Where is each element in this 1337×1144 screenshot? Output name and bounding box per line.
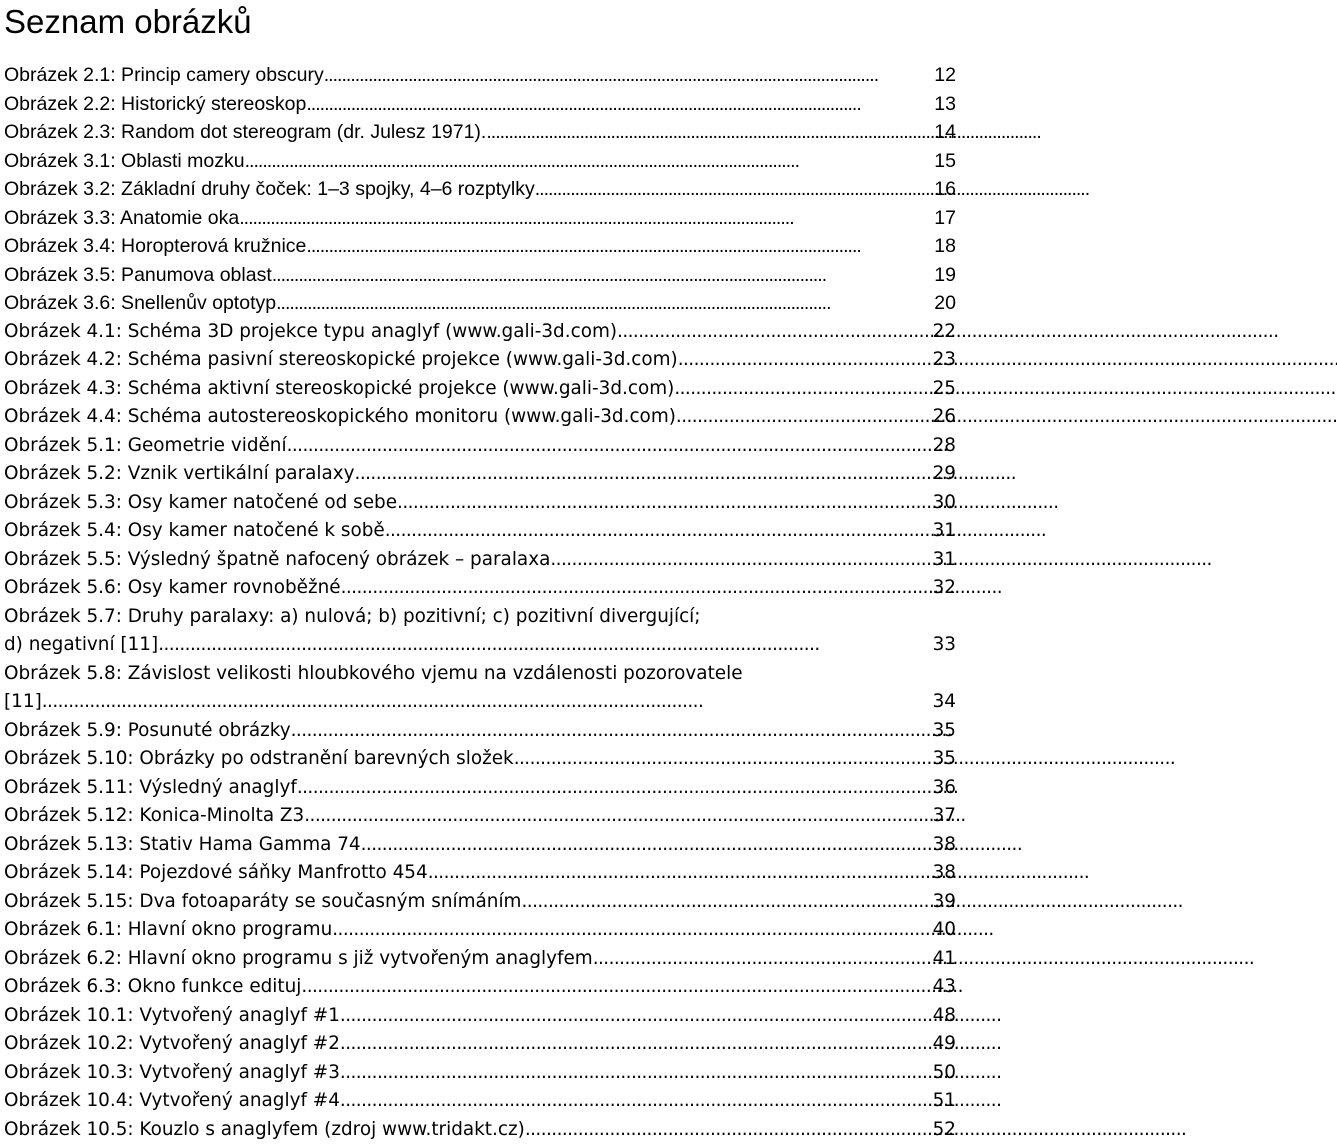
dot-leader <box>486 118 930 147</box>
toc-entry-row <box>4 546 956 575</box>
toc-entry-title: Obrázek 2.3: Random dot stereogram (dr. Julesz 1971). <box>4 118 486 147</box>
dot-leader <box>535 175 931 204</box>
toc-entry-title: Obrázek 10.3: Vytvořený anaglyf #3 <box>4 1059 340 1088</box>
dot-leader <box>340 1059 929 1088</box>
dot-leader <box>428 859 929 888</box>
toc-entry-title: Obrázek 4.2: Schéma pasivní stereoskopické projekce (www.gali-3d.com) <box>4 346 678 375</box>
dot-leader <box>550 546 928 575</box>
toc-entry[interactable] <box>4 859 956 888</box>
dot-leader <box>361 831 929 860</box>
toc-entry-row <box>4 318 956 347</box>
toc-entry-page-number: 30 <box>929 489 956 518</box>
toc-entry-row <box>4 631 956 660</box>
toc-entry-title: Obrázek 2.1: Princip camery obscury <box>4 61 324 90</box>
toc-entry-row <box>4 1059 956 1088</box>
toc-entry-page-number: 49 <box>929 1030 956 1059</box>
toc-entry-row <box>4 375 956 404</box>
dot-leader <box>385 517 929 546</box>
toc-entry-row <box>4 460 956 489</box>
toc-entry-row <box>4 90 956 119</box>
toc-entry-page-number: 41 <box>929 945 956 974</box>
toc-entry-row <box>4 346 956 375</box>
toc-entry-row <box>4 802 956 831</box>
toc-entry-title: Obrázek 5.11: Výsledný anaglyf <box>4 774 297 803</box>
toc-entry-title: Obrázek 3.5: Panumova oblast <box>4 261 272 290</box>
toc-entry-title: Obrázek 5.12: Konica-Minolta Z3 <box>4 802 304 831</box>
toc-entry-page-number: 28 <box>929 432 956 461</box>
toc-entry-page-number: 29 <box>929 460 956 489</box>
toc-entry-row <box>4 973 956 1002</box>
toc-entry[interactable] <box>4 745 956 774</box>
toc-entry[interactable] <box>4 1030 956 1059</box>
toc-entry-page-number: 22 <box>929 318 956 347</box>
toc-entry[interactable] <box>4 660 956 717</box>
toc-entry-title: Obrázek 6.3: Okno funkce edituj <box>4 973 301 1002</box>
toc-entry-title: Obrázek 6.2: Hlavní okno programu s již vytvořeným anaglyfem <box>4 945 593 974</box>
toc-entry[interactable] <box>4 1087 956 1116</box>
dot-leader <box>340 1030 929 1059</box>
toc-entry-page-number: 15 <box>930 147 956 176</box>
toc-entry-page-number: 12 <box>930 61 956 90</box>
dot-leader <box>42 688 929 717</box>
toc-entry-row <box>4 432 956 461</box>
toc-entry-title: Obrázek 4.1: Schéma 3D projekce typu anaglyf (www.gali-3d.com) <box>4 318 617 347</box>
toc-entry-row <box>4 688 956 717</box>
toc-entry[interactable] <box>4 403 956 432</box>
toc-entry-row <box>4 204 956 233</box>
toc-entry-row <box>4 1116 956 1144</box>
toc-entry[interactable] <box>4 204 956 233</box>
dot-leader <box>239 204 930 233</box>
dot-leader <box>355 460 929 489</box>
dot-leader <box>276 289 930 318</box>
dot-leader <box>332 916 928 945</box>
toc-entry[interactable] <box>4 517 956 546</box>
toc-entry-page-number: 32 <box>929 574 956 603</box>
toc-entry[interactable] <box>4 346 956 375</box>
toc-entry[interactable] <box>4 603 956 660</box>
toc-entry[interactable] <box>4 61 956 90</box>
toc-entry-page-number: 43 <box>929 973 956 1002</box>
toc-entry[interactable] <box>4 973 956 1002</box>
toc-entry-text-line: Obrázek 5.8: Závislost velikosti hloubkového vjemu na vzdálenosti pozorovatele <box>4 660 956 689</box>
toc-entry-page-number: 20 <box>930 289 956 318</box>
toc-entry-row <box>4 61 956 90</box>
toc-entry-title: Obrázek 10.1: Vytvořený anaglyf #1 <box>4 1002 340 1031</box>
toc-entry-page-number: 36 <box>929 774 956 803</box>
dot-leader <box>297 774 929 803</box>
toc-entry[interactable] <box>4 916 956 945</box>
toc-entry-row <box>4 717 956 746</box>
toc-entry-page-number: 23 <box>929 346 956 375</box>
dot-leader <box>678 346 929 375</box>
toc-entry-page-number: 40 <box>929 916 956 945</box>
toc-entry-row <box>4 489 956 518</box>
toc-entry-row <box>4 574 956 603</box>
toc-entry[interactable] <box>4 289 956 318</box>
figure-list <box>4 61 956 1144</box>
toc-entry-page-number: 37 <box>929 802 956 831</box>
toc-entry[interactable] <box>4 118 956 147</box>
toc-entry[interactable] <box>4 232 956 261</box>
toc-entry-row <box>4 1030 956 1059</box>
dot-leader <box>674 375 928 404</box>
toc-entry[interactable] <box>4 717 956 746</box>
toc-entry[interactable] <box>4 546 956 575</box>
toc-entry-title: Obrázek 10.5: Kouzlo s anaglyfem (zdroj www.tridakt.cz) <box>4 1116 525 1144</box>
toc-entry-page-number: 51 <box>929 1087 956 1116</box>
toc-entry-title: Obrázek 5.15: Dva fotoaparáty se současným snímáním <box>4 888 521 917</box>
toc-entry[interactable] <box>4 261 956 290</box>
toc-entry[interactable] <box>4 460 956 489</box>
toc-entry[interactable] <box>4 774 956 803</box>
toc-entry-title: Obrázek 5.14: Pojezdové sáňky Manfrotto 454 <box>4 859 428 888</box>
toc-entry[interactable] <box>4 888 956 917</box>
dot-leader <box>514 745 929 774</box>
toc-entry-page-number: 34 <box>929 688 956 717</box>
dot-leader <box>340 1002 929 1031</box>
dot-leader <box>340 1087 929 1116</box>
dot-leader <box>245 147 931 176</box>
toc-entry-row <box>4 517 956 546</box>
dot-leader <box>306 232 930 261</box>
toc-entry[interactable] <box>4 318 956 347</box>
toc-entry[interactable] <box>4 375 956 404</box>
toc-entry[interactable] <box>4 489 956 518</box>
toc-entry-title: Obrázek 10.2: Vytvořený anaglyf #2 <box>4 1030 340 1059</box>
toc-entry-title: Obrázek 5.2: Vznik vertikální paralaxy <box>4 460 355 489</box>
toc-entry-page-number: 39 <box>929 888 956 917</box>
dot-leader <box>593 945 929 974</box>
toc-entry-row <box>4 403 956 432</box>
toc-entry-page-number: 38 <box>929 859 956 888</box>
toc-entry-row <box>4 916 956 945</box>
toc-entry-row <box>4 888 956 917</box>
dot-leader <box>521 888 928 917</box>
dot-leader <box>397 489 929 518</box>
toc-entry-page-number: 18 <box>930 232 956 261</box>
toc-entry-title: Obrázek 5.5: Výsledný špatně nafocený obrázek – paralaxa <box>4 546 550 575</box>
toc-entry-title: Obrázek 4.3: Schéma aktivní stereoskopické projekce (www.gali-3d.com) <box>4 375 674 404</box>
toc-entry[interactable] <box>4 432 956 461</box>
toc-entry-title: d) negativní [11] <box>4 631 158 660</box>
dot-leader <box>676 403 929 432</box>
toc-entry-title: Obrázek 5.6: Osy kamer rovnoběžné <box>4 574 341 603</box>
document-page <box>4 0 956 1144</box>
toc-entry-row <box>4 289 956 318</box>
toc-entry-page-number: 17 <box>930 204 956 233</box>
toc-entry-page-number: 33 <box>929 631 956 660</box>
toc-entry-page-number: 26 <box>929 403 956 432</box>
toc-entry-page-number: 35 <box>929 717 956 746</box>
toc-entry-row <box>4 175 956 204</box>
toc-entry-title: Obrázek 5.10: Obrázky po odstranění barevných složek <box>4 745 514 774</box>
toc-entry-row <box>4 745 956 774</box>
toc-entry[interactable] <box>4 1059 956 1088</box>
toc-entry-row <box>4 1002 956 1031</box>
toc-entry[interactable] <box>4 574 956 603</box>
toc-entry[interactable] <box>4 147 956 176</box>
toc-entry-page-number: 14 <box>930 118 956 147</box>
dot-leader <box>158 631 928 660</box>
toc-entry-page-number: 35 <box>929 745 956 774</box>
dot-leader <box>287 432 929 461</box>
toc-entry-page-number: 31 <box>929 546 956 575</box>
toc-entry-title: Obrázek 4.4: Schéma autostereoskopického monitoru (www.gali-3d.com) <box>4 403 676 432</box>
toc-entry-page-number: 16 <box>930 175 956 204</box>
dot-leader <box>341 574 929 603</box>
toc-entry-title: Obrázek 6.1: Hlavní okno programu <box>4 916 332 945</box>
toc-entry[interactable] <box>4 1002 956 1031</box>
toc-entry-row <box>4 945 956 974</box>
toc-entry-title: Obrázek 5.13: Stativ Hama Gamma 74 <box>4 831 361 860</box>
toc-entry-title: Obrázek 2.2: Historický stereoskop <box>4 90 306 119</box>
dot-leader <box>525 1116 929 1144</box>
toc-entry-row <box>4 261 956 290</box>
dot-leader <box>291 717 929 746</box>
toc-entry-title: Obrázek 3.2: Základní druhy čoček: 1–3 spojky, 4–6 rozptylky <box>4 175 535 204</box>
toc-entry-page-number: 25 <box>929 375 956 404</box>
dot-leader <box>272 261 931 290</box>
page-title: Seznam obrázků <box>4 0 956 46</box>
toc-entry-page-number: 50 <box>929 1059 956 1088</box>
toc-entry[interactable] <box>4 802 956 831</box>
toc-entry-row <box>4 1087 956 1116</box>
toc-entry-title: Obrázek 5.4: Osy kamer natočené k sobě <box>4 517 385 546</box>
toc-entry-title: Obrázek 3.4: Horopterová kružnice <box>4 232 306 261</box>
toc-entry-page-number: 38 <box>929 831 956 860</box>
toc-entry-row <box>4 118 956 147</box>
toc-entry-row <box>4 831 956 860</box>
toc-entry[interactable] <box>4 945 956 974</box>
toc-entry-page-number: 31 <box>929 517 956 546</box>
toc-entry-title: Obrázek 3.3: Anatomie oka <box>4 204 239 233</box>
toc-entry-title: Obrázek 5.3: Osy kamer natočené od sebe <box>4 489 397 518</box>
toc-entry-title: [11] <box>4 688 42 717</box>
toc-entry-page-number: 19 <box>930 261 956 290</box>
toc-entry-page-number: 13 <box>930 90 956 119</box>
toc-entry-row <box>4 774 956 803</box>
dot-leader <box>324 61 931 90</box>
toc-entry-title: Obrázek 5.1: Geometrie vidění <box>4 432 287 461</box>
toc-entry[interactable] <box>4 831 956 860</box>
dot-leader <box>306 90 930 119</box>
toc-entry-page-number: 48 <box>929 1002 956 1031</box>
dot-leader <box>617 318 929 347</box>
toc-entry[interactable] <box>4 1116 956 1144</box>
toc-entry-title: Obrázek 10.4: Vytvořený anaglyf #4 <box>4 1087 340 1116</box>
toc-entry-title: Obrázek 5.9: Posunuté obrázky <box>4 717 291 746</box>
dot-leader <box>304 802 928 831</box>
toc-entry[interactable] <box>4 90 956 119</box>
toc-entry[interactable] <box>4 175 956 204</box>
toc-entry-row <box>4 859 956 888</box>
toc-entry-title: Obrázek 3.1: Oblasti mozku <box>4 147 245 176</box>
toc-entry-text-line: Obrázek 5.7: Druhy paralaxy: a) nulová; b) pozitivní; c) pozitivní divergující; <box>4 603 956 632</box>
toc-entry-page-number: 52 <box>929 1116 956 1144</box>
toc-entry-title: Obrázek 3.6: Snellenův optotyp <box>4 289 276 318</box>
toc-entry-row <box>4 232 956 261</box>
toc-entry-row <box>4 147 956 176</box>
dot-leader <box>301 973 928 1002</box>
